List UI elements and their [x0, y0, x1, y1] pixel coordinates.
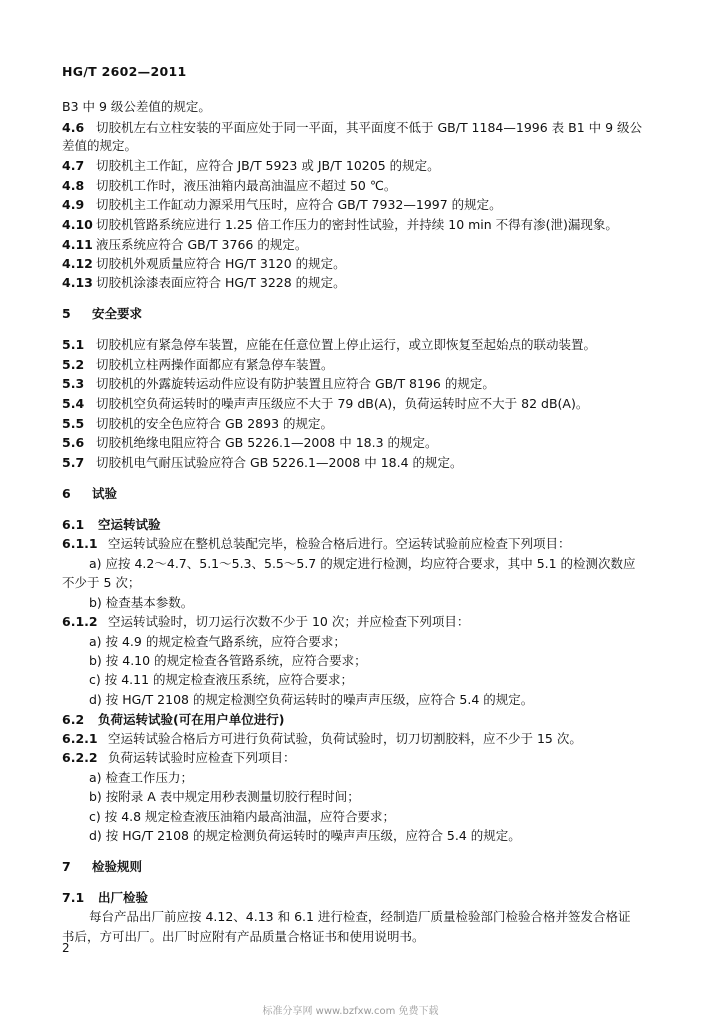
clause-4-6: 4.6 切胶机左右立柱安装的平面应处于同一平面，其平面度不低于 GB/T 1184—1996 表 B1 中 9 级公 — [62, 120, 643, 135]
watermark-footer: 标准分享网 www.bzfxw.com 免费下载 — [262, 1006, 439, 1017]
section-6-1-heading: 6.1 空运转试验 — [62, 517, 161, 532]
list-item: a) 应按 4.2～4.7、5.1～5.3、5.5～5.7 的规定进行检测，均应符合要求，其中 5.1 的检测次数应 — [89, 556, 636, 571]
list-item: c) 按 4.11 的规定检查液压系统，应符合要求； — [89, 672, 354, 687]
section-6-heading: 6 试验 — [62, 486, 118, 501]
clause-5-5: 5.5 切胶机的安全色应符合 GB 2893 的规定。 — [62, 416, 333, 431]
clause-5-4: 5.4 切胶机空负荷运转时的噪声声压级应不大于 79 dB(A)，负荷运转时应不大于 82 dB(A)。 — [62, 396, 589, 411]
clause-5-1: 5.1 切胶机应有紧急停车装置，应能在任意位置上停止运行，或立即恢复至起始点的联动装置。 — [62, 337, 597, 352]
clause-4-12: 4.12 切胶机外观质量应符合 HG/T 3120 的规定。 — [62, 256, 346, 271]
section-5-heading: 5 安全要求 — [62, 306, 143, 321]
clause-5-3: 5.3 切胶机的外露旋转运动件应设有防护装置且应符合 GB/T 8196 的规定。 — [62, 376, 495, 391]
text-line: 不少于 5 次； — [62, 575, 141, 590]
page-number: 2 — [62, 941, 70, 955]
clause-4-9: 4.9 切胶机主工作缸动力源采用气压时，应符合 GB/T 7932—1997 的规定。 — [62, 197, 502, 212]
clause-5-7: 5.7 切胶机电气耐压试验应符合 GB 5226.1—2008 中 18.4 的规定。 — [62, 455, 463, 470]
clause-5-6: 5.6 切胶机绝缘电阻应符合 GB 5226.1—2008 中 18.3 的规定。 — [62, 435, 438, 450]
clause-6-2-1: 6.2.1 空运转试验合格后方可进行负荷试验，负荷试验时，切刀切割胶料，应不少于 15 次。 — [62, 731, 582, 746]
list-item: a) 按 4.9 的规定检查气路系统，应符合要求； — [89, 634, 346, 649]
clause-6-2-2: 6.2.2 负荷运转试验时应检查下列项目： — [62, 750, 296, 765]
section-7-heading: 7 检验规则 — [62, 859, 143, 874]
clause-4-8: 4.8 切胶机工作时，液压油箱内最高油温应不超过 50 ℃。 — [62, 178, 397, 193]
clause-4-7: 4.7 切胶机主工作缸，应符合 JB/T 5923 或 JB/T 10205 的规定。 — [62, 158, 440, 173]
section-7-1-heading: 7.1 出厂检验 — [62, 890, 149, 905]
list-item: b) 检查基本参数。 — [89, 595, 194, 610]
text-line: 差值的规定。 — [62, 138, 138, 153]
list-item: c) 按 4.8 规定检查液压油箱内最高油温，应符合要求； — [89, 809, 396, 824]
paragraph-line: 书后，方可出厂。出厂时应附有产品质量合格证书和使用说明书。 — [62, 929, 425, 944]
section-6-2-heading: 6.2 负荷运转试验(可在用户单位进行) — [62, 712, 285, 727]
text-line: B3 中 9 级公差值的规定。 — [62, 99, 211, 114]
document-header: HG/T 2602—2011 — [62, 64, 187, 79]
clause-4-13: 4.13 切胶机涂漆表面应符合 HG/T 3228 的规定。 — [62, 275, 346, 290]
clause-4-11: 4.11 液压系统应符合 GB/T 3766 的规定。 — [62, 237, 308, 252]
clause-4-10: 4.10 切胶机管路系统应进行 1.25 倍工作压力的密封性试验，并持续 10 min 不得有渗(泄)漏现象。 — [62, 217, 618, 232]
list-item: b) 按 4.10 的规定检查各管路系统，应符合要求； — [89, 653, 367, 668]
paragraph-line: 每台产品出厂前应按 4.12、4.13 和 6.1 进行检查，经制造厂质量检验部门检验合格并签发合格证 — [89, 909, 631, 924]
list-item: d) 按 HG/T 2108 的规定检测负荷运转时的噪声声压级，应符合 5.4 的规定。 — [89, 828, 521, 843]
clause-6-1-1: 6.1.1 空运转试验应在整机总装配完毕，检验合格后进行。空运转试验前应检查下列项目： — [62, 536, 571, 551]
list-item: b) 按附录 A 表中规定用秒表测量切胶行程时间； — [89, 789, 360, 804]
list-item: a) 检查工作压力； — [89, 770, 194, 785]
clause-6-1-2: 6.1.2 空运转试验时，切刀运行次数不少于 10 次；并应检查下列项目： — [62, 614, 470, 629]
clause-5-2: 5.2 切胶机立柱两操作面都应有紧急停车装置。 — [62, 357, 334, 372]
list-item: d) 按 HG/T 2108 的规定检测空负荷运转时的噪声声压级，应符合 5.4 的规定。 — [89, 692, 534, 707]
